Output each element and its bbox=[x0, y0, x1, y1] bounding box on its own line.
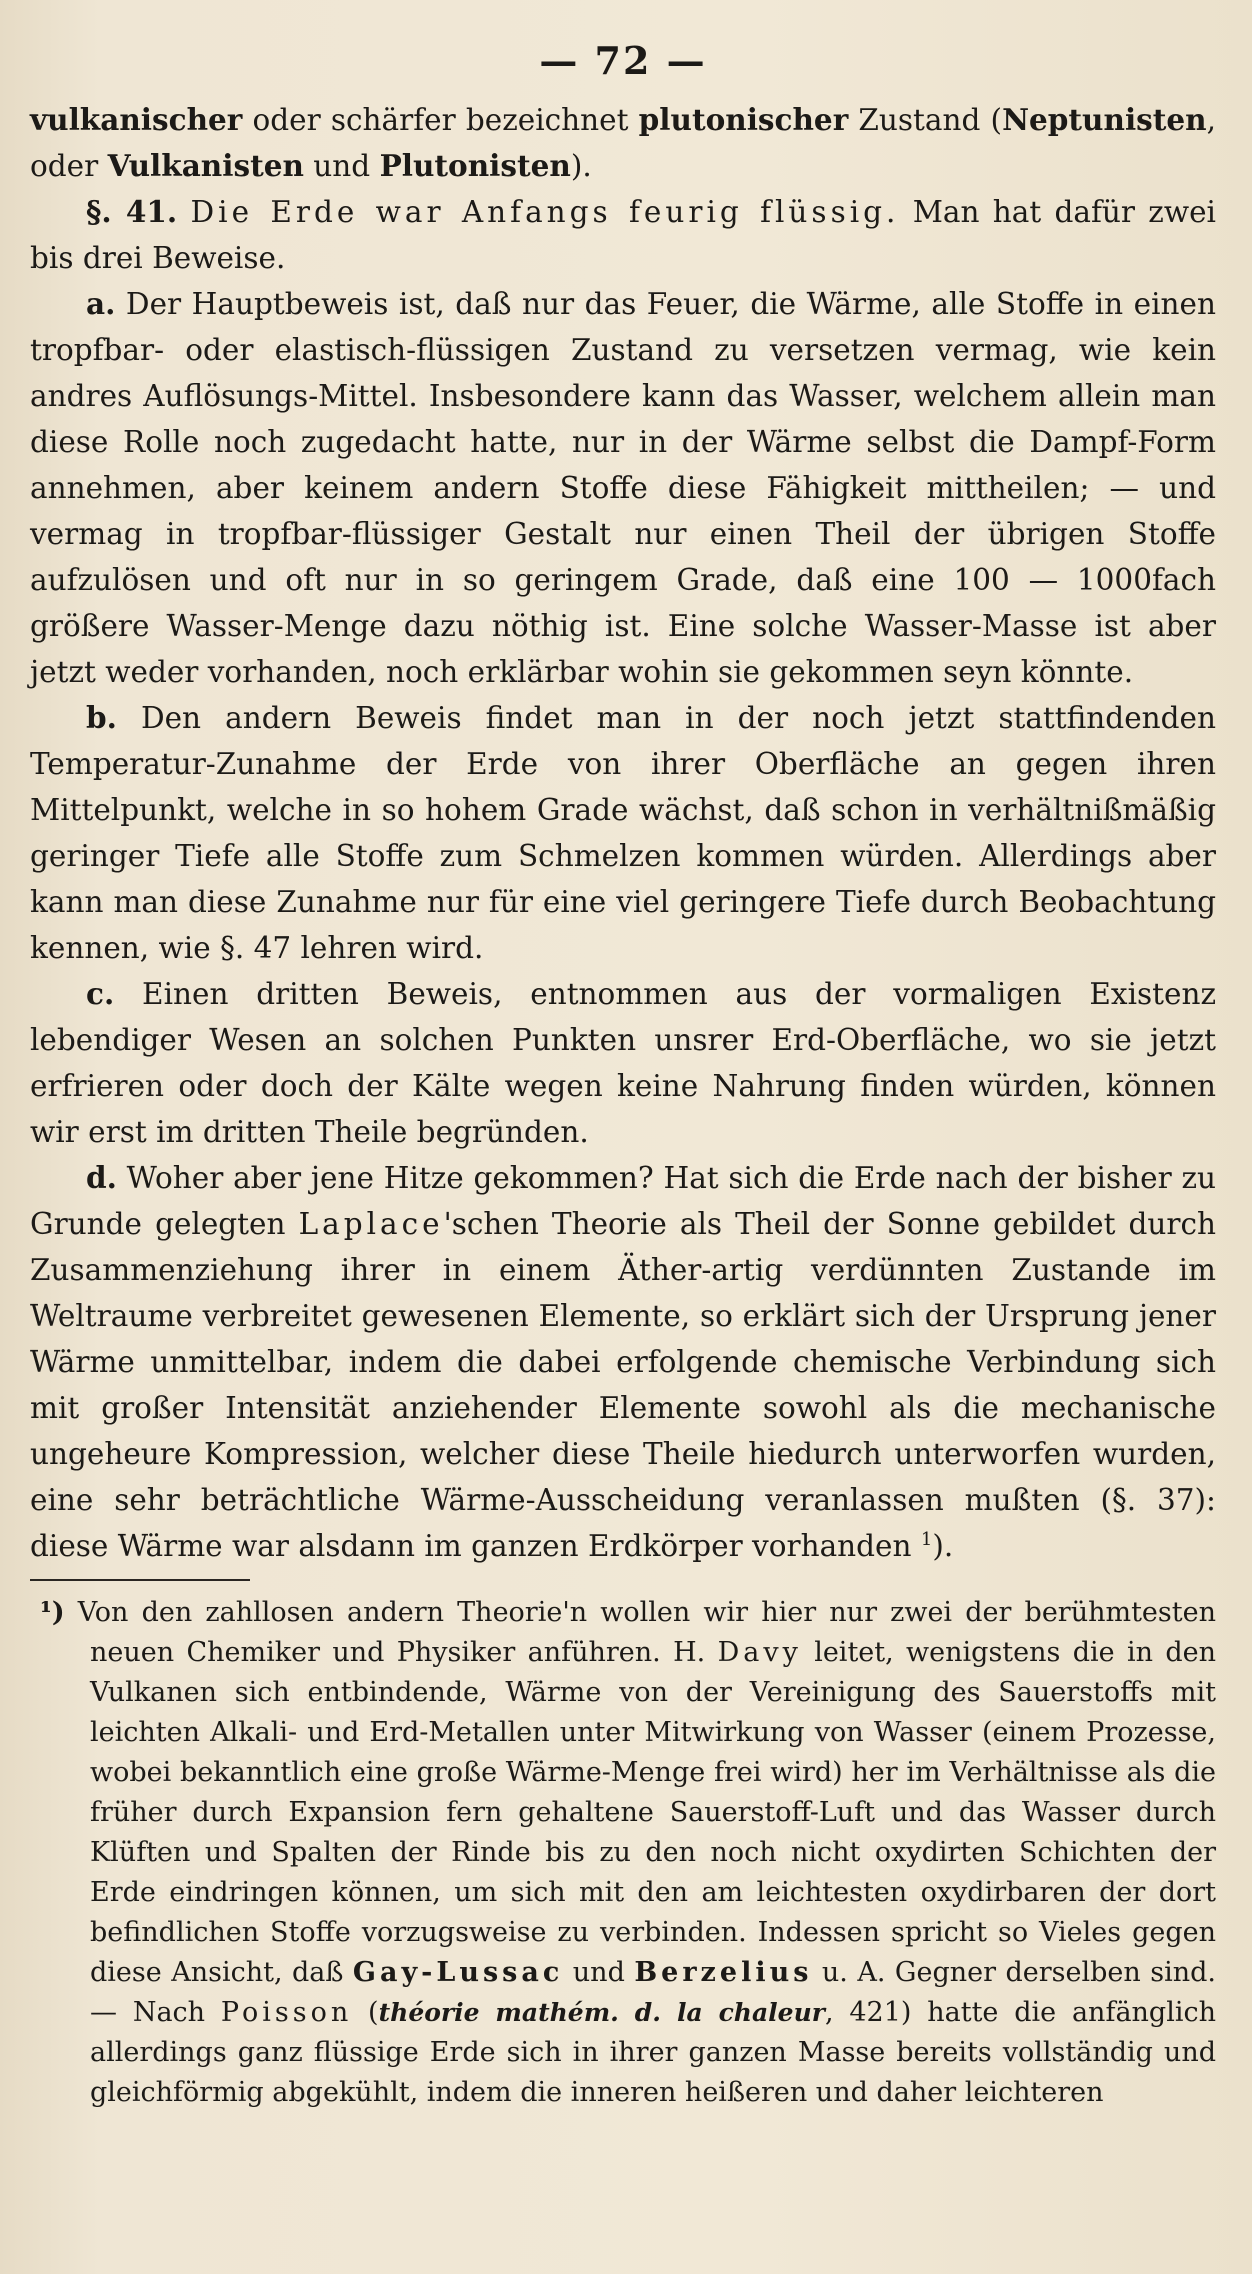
paragraph-d bbox=[30, 1155, 1216, 1569]
paragraph-c bbox=[30, 971, 1216, 1155]
paragraph-c-text: Einen dritten Beweis, entnommen aus der vormaligen Existenz lebendiger Wesen an solchen Punkten unsrer Erd-Oberfläche, wo sie jetzt erfrieren oder doch der Kälte wegen keine Nahrung finden würden, können wir erst im dritten Theile begründen. bbox=[30, 977, 1216, 1149]
page-number: — 72 — bbox=[539, 38, 707, 83]
paragraph-b-text: Den andern Beweis findet man in der noch jetzt stattfindenden Temperatur-Zunahme der Erde von ihrer Oberfläche an gegen ihren Mittelpunkt, welche in so hohem Grade wächst, daß schon in verhältnißmäßig geringer Tiefe alle Stoffe zum Schmelzen kommen würden. Allerdings aber kann man diese Zunahme nur für eine viel geringere Tiefe durch Beobachtung kennen, wie §. 47 lehren wird. bbox=[30, 701, 1216, 965]
footnote-text-3: und bbox=[563, 1957, 635, 1988]
term-plutonisten: Plutonisten bbox=[379, 148, 571, 183]
footnote bbox=[30, 1593, 1216, 2113]
paragraph-d-text-1: Woher aber jene Hitze gekommen? Hat sich die Erde nach der bisher zu Grunde gelegten bbox=[30, 1161, 1216, 1241]
footnote-marker: ¹) bbox=[40, 1597, 65, 1628]
paragraph-a-label: a. bbox=[86, 286, 116, 321]
main-text bbox=[30, 97, 1216, 1569]
intro-text-2: Zustand ( bbox=[848, 103, 1003, 137]
footnote-text-4: u. A. Gegner derselben sind. — Nach bbox=[90, 1957, 1216, 2028]
term-neptunisten: Neptunisten bbox=[1002, 102, 1207, 137]
paragraph-b bbox=[30, 695, 1216, 971]
section-title: Die Erde war Anfangs feurig flüssig. bbox=[190, 195, 900, 229]
paragraph-d-text-2: 'schen Theorie als Theil der Sonne gebildet durch Zusammenziehung ihrer in einem Äther-artig verdünnten Zustande im Weltraume verbreitet gewesenen Elemente, so erklärt sich der Ursprung jener Wärme unmittelbar, indem die dabei erfolgende chemische Verbindung sich mit großer Intensität anziehender Elemente sowohl als die mechanische ungeheure Kompression, welcher diese Theile hiedurch unterworfen wurden, eine sehr beträchtliche Wärme-Ausscheidung veranlassen mußten (§. 37): diese Wärme war alsdann im ganzen Erdkörper vorhanden bbox=[30, 1207, 1216, 1563]
paragraph-a-text: Der Hauptbeweis ist, daß nur das Feuer, die Wärme, alle Stoffe in einen tropfbar- oder elastisch-flüssigen Zustand zu versetzen vermag, wie kein andres Auflösungs-Mittel. Insbesondere kann das Wasser, welchem allein man diese Rolle noch zugedacht hatte, nur in der Wärme selbst die Dampf-Form annehmen, aber keinem andern Stoffe diese Fähigkeit mittheilen; — und vermag in tropfbar-flüssiger Gestalt nur einen Theil der übrigen Stoffe aufzulösen und oft nur in so geringem Grade, daß eine 100 — 1000fach größere Wasser-Menge dazu nöthig ist. Eine solche Wasser-Masse ist aber jetzt weder vorhanden, noch erklärbar wohin sie gekommen seyn könnte. bbox=[30, 287, 1216, 689]
section-41-heading bbox=[30, 189, 1216, 281]
paragraph-c-label: c. bbox=[86, 976, 115, 1011]
section-rest: Man hat dafür zwei bis drei Beweise. bbox=[30, 195, 1216, 275]
paragraph-d-text-3: ). bbox=[932, 1529, 954, 1563]
intro-text-4: und bbox=[303, 149, 380, 183]
section-number: §. 41. bbox=[86, 194, 178, 229]
footnote-paragraph bbox=[40, 1593, 1216, 2113]
footnote-text-6: , 421) hatte die anfänglich allerdings ganz flüssige Erde sich in ihrer ganzen Masse bereits vollständig und gleichförmig abgekühlt, indem die inneren heißeren und daher leichteren bbox=[90, 1997, 1216, 2108]
name-poisson: Poisson bbox=[220, 1997, 353, 2028]
term-vulkanisten: Vulkanisten bbox=[107, 148, 304, 183]
intro-text-3: , oder bbox=[30, 103, 1216, 183]
name-laplace: Laplace bbox=[298, 1207, 444, 1241]
name-berzelius: Berzelius bbox=[634, 1957, 813, 1988]
term-plutonischer: plutonischer bbox=[638, 102, 849, 137]
name-gay-lussac: Gay-Lussac bbox=[352, 1957, 564, 1988]
paragraph-a bbox=[30, 281, 1216, 695]
footnote-divider bbox=[30, 1579, 250, 1581]
footnote-text-5: ( bbox=[352, 1997, 379, 2028]
footnote-text-2: leitet, wenigstens die in den Vulkanen sich entbindende, Wärme von der Vereinigung des Sauerstoffs mit leichten Alkali- und Erd-Metallen unter Mitwirkung von Wasser (einem Prozesse, wobei bekanntlich eine große Wärme-Menge frei wird) her im Verhältnisse als die früher durch Expansion fern gehaltene Sauerstoff-Luft und das Wasser durch Klüften und Spalten der Rinde bis zu den noch nicht oxydirten Schichten der Erde eindringen können, um sich mit den am leichtesten oxydirbaren der dort befindlichen Stoffe vorzugsweise zu verbinden. Indessen spricht so Vieles gegen diese Ansicht, daß bbox=[90, 1637, 1216, 1988]
intro-text-1: oder schärfer bezeichnet bbox=[242, 103, 639, 137]
footnote-text-1: Von den zahllosen andern Theorie'n wollen wir hier nur zwei der berühmtesten neuen Chemiker und Physiker anführen. H. bbox=[64, 1597, 1216, 1668]
paragraph-d-label: d. bbox=[86, 1160, 117, 1195]
citation-title: théorie mathém. d. la chaleur bbox=[378, 1998, 825, 2027]
name-davy: Davy bbox=[717, 1637, 802, 1668]
term-vulkanischer: vulkanischer bbox=[30, 102, 243, 137]
intro-paragraph bbox=[30, 97, 1216, 189]
footnote-reference: 1 bbox=[920, 1529, 933, 1551]
paragraph-b-label: b. bbox=[86, 700, 117, 735]
intro-text-5: ). bbox=[570, 149, 592, 183]
